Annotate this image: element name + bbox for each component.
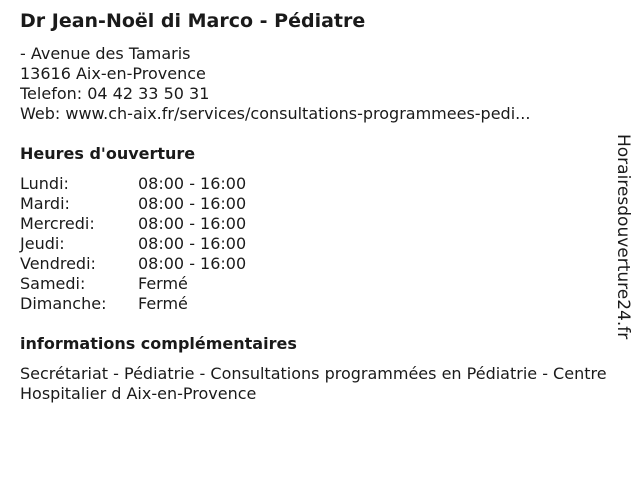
time-value: 08:00 - 16:00 — [138, 194, 247, 213]
time-value: 08:00 - 16:00 — [138, 174, 247, 193]
day-label: Mercredi: — [20, 214, 95, 233]
opening-hours-heading: Heures d'ouverture — [20, 144, 196, 163]
time-value: 08:00 - 16:00 — [138, 214, 247, 233]
day-label: Vendredi: — [20, 254, 96, 273]
additional-info-heading: informations complémentaires — [20, 334, 297, 353]
time-value: 08:00 - 16:00 — [138, 234, 247, 253]
time-value: 08:00 - 16:00 — [138, 254, 247, 273]
hours-row — [20, 194, 246, 214]
time-value: Fermé — [138, 294, 188, 313]
page-title: Dr Jean-Noël di Marco - Pédiatre — [20, 10, 366, 32]
hours-row — [20, 274, 246, 294]
hours-row — [20, 294, 246, 314]
hours-row — [20, 214, 246, 234]
day-label: Samedi: — [20, 274, 86, 293]
hours-row — [20, 174, 246, 194]
street-address: - Avenue des Tamaris — [20, 44, 191, 63]
day-label: Jeudi: — [20, 234, 65, 253]
phone-number: Telefon: 04 42 33 50 31 — [20, 84, 210, 103]
hours-row — [20, 254, 246, 274]
website-link[interactable]: Web: www.ch-aix.fr/services/consultations-programmees-pedi... — [20, 104, 531, 123]
day-label: Mardi: — [20, 194, 70, 213]
site-watermark: Horairesdouverture24.fr — [613, 134, 633, 340]
city-address: 13616 Aix-en-Provence — [20, 64, 206, 83]
hours-row — [20, 234, 246, 254]
day-label: Dimanche: — [20, 294, 107, 313]
opening-hours-table — [20, 174, 246, 314]
address-block — [20, 44, 600, 124]
day-label: Lundi: — [20, 174, 69, 193]
additional-info-text: Secrétariat - Pédiatrie - Consultations programmées en Pédiatrie - Centre Hospitalier d Aix-en-Provence — [20, 364, 607, 403]
time-value: Fermé — [138, 274, 188, 293]
